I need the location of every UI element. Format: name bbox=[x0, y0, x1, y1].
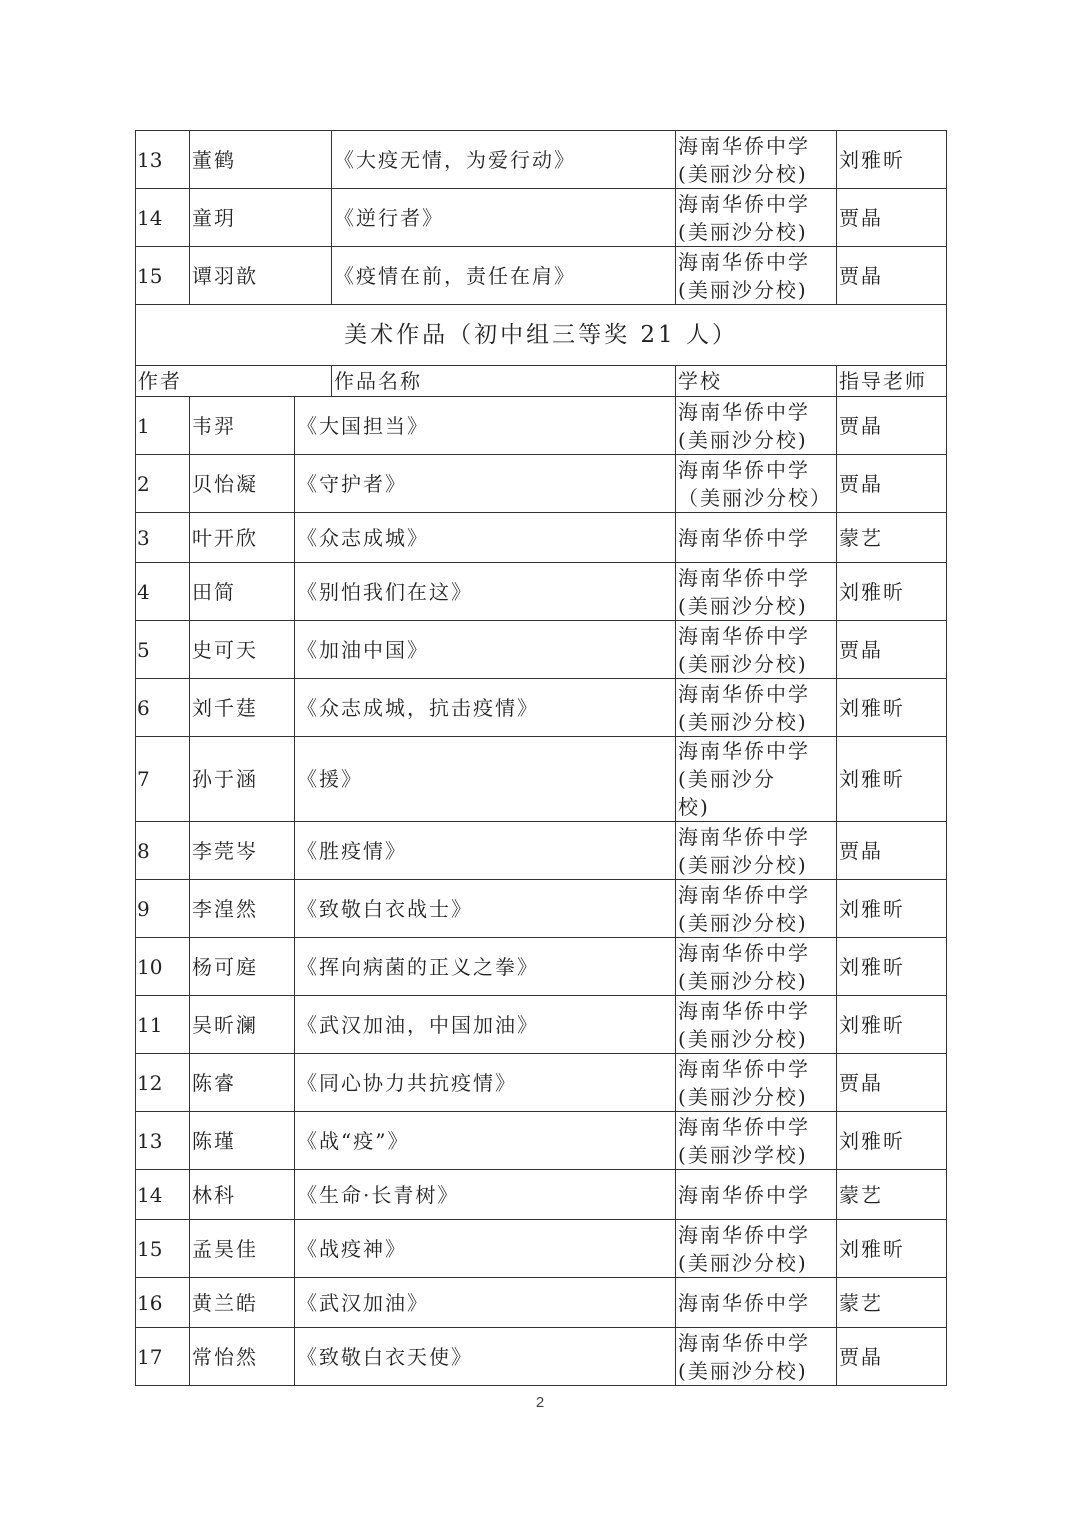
header-teacher: 指导老师 bbox=[837, 366, 947, 397]
author-name: 谭羽歆 bbox=[190, 247, 332, 305]
table-row bbox=[136, 938, 947, 996]
artwork-title: 《挥向病菌的正义之拳》 bbox=[295, 938, 676, 996]
school-line: (美丽沙分校) bbox=[678, 651, 808, 676]
teacher-name: 刘雅昕 bbox=[837, 737, 947, 822]
artwork-title: 《战疫神》 bbox=[295, 1220, 676, 1278]
row-number: 9 bbox=[136, 880, 190, 938]
table-row bbox=[136, 397, 947, 455]
teacher-name: 刘雅昕 bbox=[837, 131, 947, 189]
school-name bbox=[676, 131, 837, 189]
header-author: 作者 bbox=[136, 366, 332, 397]
author-name: 童玥 bbox=[190, 189, 332, 247]
school-line: 海南华侨中学 bbox=[678, 399, 811, 424]
award-rows bbox=[136, 397, 947, 1386]
author-name: 孙于涵 bbox=[190, 737, 295, 822]
school-line: 校) bbox=[678, 795, 710, 819]
table-row bbox=[136, 996, 947, 1054]
row-number: 14 bbox=[136, 1170, 190, 1220]
school-line: (美丽沙分校) bbox=[678, 709, 808, 734]
school-line: 海南华侨中学 bbox=[678, 1182, 811, 1207]
teacher-name: 刘雅昕 bbox=[837, 1112, 947, 1170]
artwork-title: 《武汉加油》 bbox=[295, 1278, 676, 1328]
school-name bbox=[676, 189, 837, 247]
school-line: 海南华侨中学 bbox=[678, 998, 811, 1023]
teacher-name: 蒙艺 bbox=[837, 1170, 947, 1220]
table-row bbox=[136, 189, 947, 247]
school-line: (美丽沙分校) bbox=[678, 910, 808, 935]
school-name bbox=[676, 563, 837, 621]
school-name bbox=[676, 397, 837, 455]
school-line: (美丽沙学校) bbox=[678, 1142, 808, 1167]
row-number: 13 bbox=[136, 131, 190, 189]
school-name bbox=[676, 247, 837, 305]
school-line: 海南华侨中学 bbox=[678, 681, 811, 706]
author-name: 叶开欣 bbox=[190, 513, 295, 563]
row-number: 11 bbox=[136, 996, 190, 1054]
teacher-name: 蒙艺 bbox=[837, 1278, 947, 1328]
school-line: (美丽沙分校) bbox=[678, 968, 808, 993]
author-name: 刘千莛 bbox=[190, 679, 295, 737]
school-line: 海南华侨中学 bbox=[678, 940, 811, 965]
artwork-title: 《众志成城，抗击疫情》 bbox=[295, 679, 676, 737]
author-name: 韦羿 bbox=[190, 397, 295, 455]
school-line: (美丽沙分校) bbox=[678, 1250, 808, 1275]
author-name: 陈瑾 bbox=[190, 1112, 295, 1170]
table-row bbox=[136, 455, 947, 513]
artwork-title: 《同心协力共抗疫情》 bbox=[295, 1054, 676, 1112]
school-line: 海南华侨中学 bbox=[678, 191, 811, 216]
teacher-name: 贾晶 bbox=[837, 397, 947, 455]
artwork-title: 《大国担当》 bbox=[295, 397, 676, 455]
teacher-name: 贾晶 bbox=[837, 621, 947, 679]
row-number: 10 bbox=[136, 938, 190, 996]
school-line: (美丽沙分校) bbox=[678, 852, 808, 877]
school-line: 海南华侨中学 bbox=[678, 1114, 811, 1139]
column-header-row bbox=[136, 366, 947, 397]
school-name bbox=[676, 737, 837, 822]
artwork-title: 《胜疫情》 bbox=[295, 822, 676, 880]
artwork-title: 《援》 bbox=[295, 737, 676, 822]
artwork-title: 《众志成城》 bbox=[295, 513, 676, 563]
school-line: 海南华侨中学 bbox=[678, 565, 811, 590]
school-name bbox=[676, 1112, 837, 1170]
school-line: 海南华侨中学 bbox=[678, 457, 811, 482]
teacher-name: 刘雅昕 bbox=[837, 938, 947, 996]
school-line: 海南华侨中学 bbox=[678, 623, 811, 648]
school-line: 海南华侨中学 bbox=[678, 133, 811, 158]
author-name: 黄兰皓 bbox=[190, 1278, 295, 1328]
school-name bbox=[676, 1170, 837, 1220]
table-row bbox=[136, 737, 947, 822]
teacher-name: 贾晶 bbox=[837, 189, 947, 247]
table-row bbox=[136, 1328, 947, 1386]
school-line: (美丽沙分校) bbox=[678, 593, 808, 618]
table-row bbox=[136, 621, 947, 679]
author-name: 陈睿 bbox=[190, 1054, 295, 1112]
teacher-name: 刘雅昕 bbox=[837, 880, 947, 938]
table-row bbox=[136, 880, 947, 938]
artwork-title: 《别怕我们在这》 bbox=[295, 563, 676, 621]
page-number: 2 bbox=[535, 1394, 545, 1411]
author-name: 吴昕澜 bbox=[190, 996, 295, 1054]
table-row bbox=[136, 563, 947, 621]
artwork-title: 《致敬白衣天使》 bbox=[295, 1328, 676, 1386]
table-row bbox=[136, 513, 947, 563]
section-title: 美术作品（初中组三等奖 21 人） bbox=[136, 305, 947, 366]
author-name: 孟昊佳 bbox=[190, 1220, 295, 1278]
row-number: 15 bbox=[136, 247, 190, 305]
school-name bbox=[676, 1220, 837, 1278]
artwork-title: 《武汉加油，中国加油》 bbox=[295, 996, 676, 1054]
teacher-name: 蒙艺 bbox=[837, 513, 947, 563]
teacher-name: 刘雅昕 bbox=[837, 1220, 947, 1278]
school-line: 海南华侨中学 bbox=[678, 1290, 811, 1315]
school-line: (美丽沙分校) bbox=[678, 1358, 808, 1383]
teacher-name: 贾晶 bbox=[837, 247, 947, 305]
teacher-name: 刘雅昕 bbox=[837, 563, 947, 621]
school-name bbox=[676, 1328, 837, 1386]
school-line: (美丽沙分校) bbox=[678, 161, 808, 186]
row-number: 8 bbox=[136, 822, 190, 880]
table-row bbox=[136, 679, 947, 737]
artwork-title: 《逆行者》 bbox=[332, 189, 676, 247]
artwork-title: 《战“疫”》 bbox=[295, 1112, 676, 1170]
school-name bbox=[676, 1278, 837, 1328]
school-line: (美丽沙分校) bbox=[678, 427, 808, 452]
teacher-name: 贾晶 bbox=[837, 455, 947, 513]
school-line: 海南华侨中学 bbox=[678, 525, 811, 550]
author-name: 李莞岑 bbox=[190, 822, 295, 880]
header-title: 作品名称 bbox=[332, 366, 676, 397]
teacher-name: 刘雅昕 bbox=[837, 679, 947, 737]
artwork-title: 《大疫无情，为爱行动》 bbox=[332, 131, 676, 189]
school-line: 海南华侨中学 bbox=[678, 1330, 811, 1355]
artwork-title: 《致敬白衣战士》 bbox=[295, 880, 676, 938]
author-name: 李湟然 bbox=[190, 880, 295, 938]
row-number: 7 bbox=[136, 737, 190, 822]
school-line: 海南华侨中学 bbox=[678, 824, 811, 849]
school-name bbox=[676, 1054, 837, 1112]
school-line: 海南华侨中学 bbox=[678, 1222, 811, 1247]
school-name bbox=[676, 513, 837, 563]
school-line: (美丽沙分校) bbox=[678, 277, 808, 302]
artwork-title: 《加油中国》 bbox=[295, 621, 676, 679]
table-row bbox=[136, 1220, 947, 1278]
table-row bbox=[136, 131, 947, 189]
school-line: (美丽沙分校) bbox=[678, 219, 808, 244]
school-name bbox=[676, 679, 837, 737]
teacher-name: 贾晶 bbox=[837, 1054, 947, 1112]
award-table bbox=[135, 130, 947, 1386]
section-header bbox=[136, 305, 947, 397]
school-line: 海南华侨中学 bbox=[678, 882, 811, 907]
school-line: 海南华侨中学(美丽沙分 bbox=[678, 739, 811, 791]
table-row bbox=[136, 822, 947, 880]
school-name bbox=[676, 621, 837, 679]
school-line: 海南华侨中学 bbox=[678, 249, 811, 274]
artwork-title: 《守护者》 bbox=[295, 455, 676, 513]
table-row bbox=[136, 247, 947, 305]
school-name bbox=[676, 880, 837, 938]
teacher-name: 贾晶 bbox=[837, 1328, 947, 1386]
previous-section-rows bbox=[136, 131, 947, 305]
school-name bbox=[676, 996, 837, 1054]
header-school: 学校 bbox=[676, 366, 837, 397]
author-name: 董鹤 bbox=[190, 131, 332, 189]
row-number: 13 bbox=[136, 1112, 190, 1170]
author-name: 贝怡凝 bbox=[190, 455, 295, 513]
table-row bbox=[136, 1278, 947, 1328]
author-name: 常怡然 bbox=[190, 1328, 295, 1386]
table-row bbox=[136, 1170, 947, 1220]
row-number: 2 bbox=[136, 455, 190, 513]
school-line: 海南华侨中学 bbox=[678, 1056, 811, 1081]
teacher-name: 贾晶 bbox=[837, 822, 947, 880]
row-number: 5 bbox=[136, 621, 190, 679]
award-list-sheet bbox=[135, 130, 946, 1386]
author-name: 史可天 bbox=[190, 621, 295, 679]
row-number: 6 bbox=[136, 679, 190, 737]
row-number: 12 bbox=[136, 1054, 190, 1112]
author-name: 田简 bbox=[190, 563, 295, 621]
school-name bbox=[676, 938, 837, 996]
row-number: 14 bbox=[136, 189, 190, 247]
author-name: 杨可庭 bbox=[190, 938, 295, 996]
table-row bbox=[136, 1054, 947, 1112]
row-number: 17 bbox=[136, 1328, 190, 1386]
row-number: 4 bbox=[136, 563, 190, 621]
row-number: 1 bbox=[136, 397, 190, 455]
author-name: 林科 bbox=[190, 1170, 295, 1220]
school-line: (美丽沙分校) bbox=[678, 1084, 808, 1109]
artwork-title: 《生命·长青树》 bbox=[295, 1170, 676, 1220]
table-row bbox=[136, 1112, 947, 1170]
artwork-title: 《疫情在前，责任在肩》 bbox=[332, 247, 676, 305]
school-name bbox=[676, 455, 837, 513]
school-line: （美丽沙分校） bbox=[678, 485, 833, 510]
teacher-name: 刘雅昕 bbox=[837, 996, 947, 1054]
row-number: 15 bbox=[136, 1220, 190, 1278]
row-number: 3 bbox=[136, 513, 190, 563]
school-line: (美丽沙分校) bbox=[678, 1026, 808, 1051]
row-number: 16 bbox=[136, 1278, 190, 1328]
school-name bbox=[676, 822, 837, 880]
